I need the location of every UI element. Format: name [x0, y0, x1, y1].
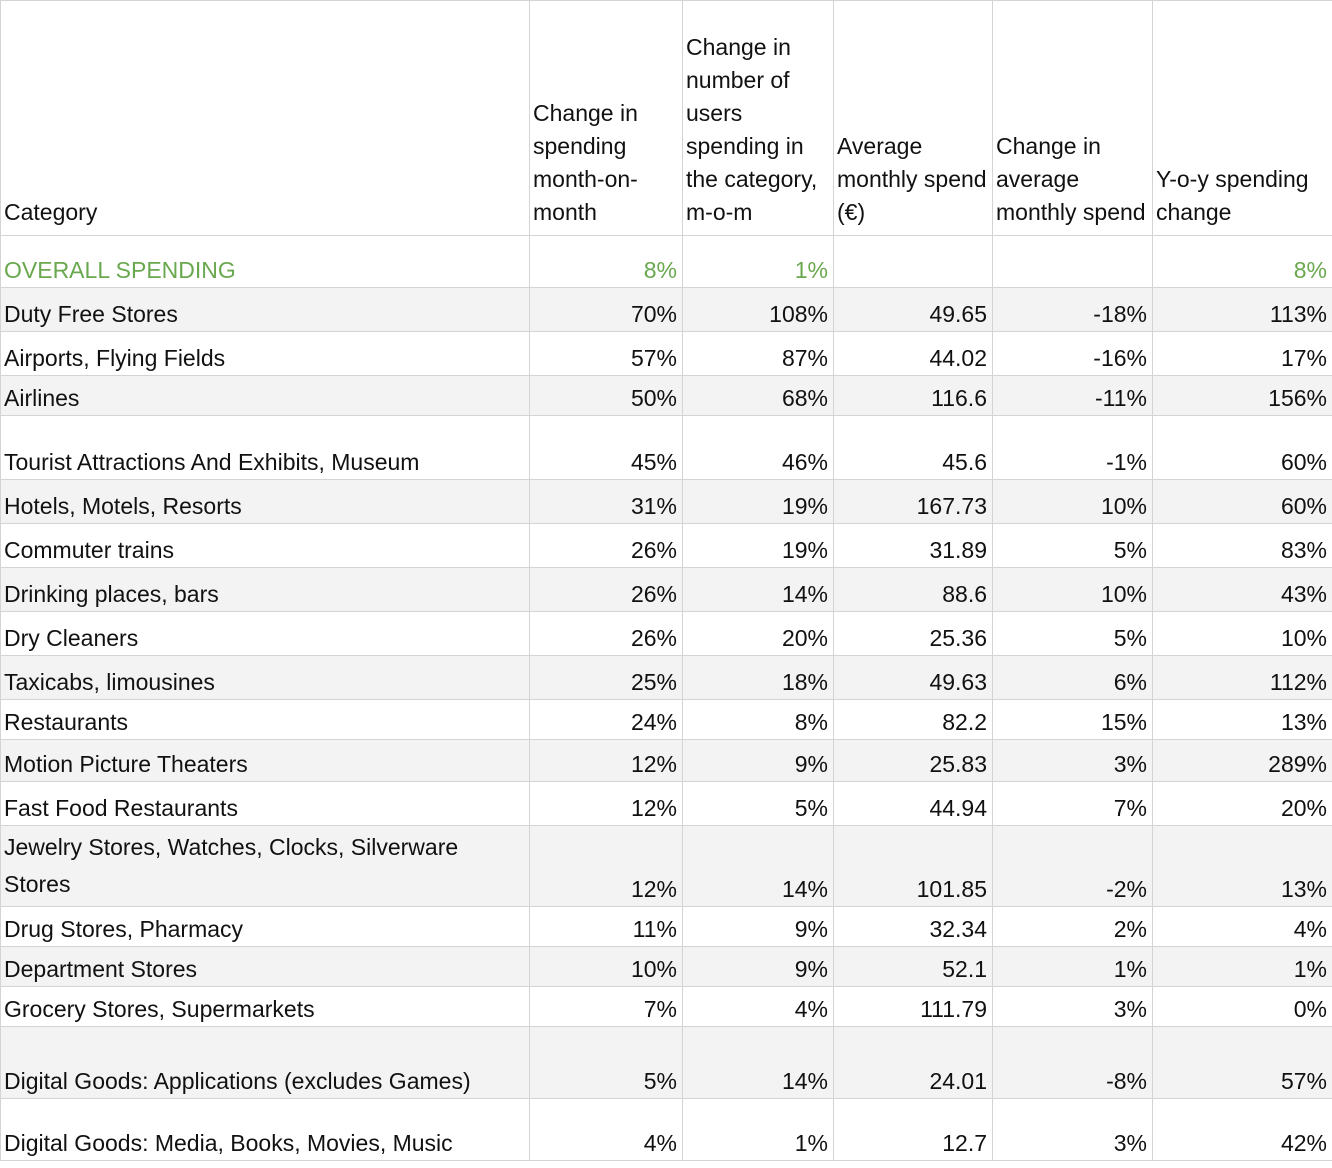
- cell-mom[interactable]: 11%: [530, 907, 683, 947]
- cell-users[interactable]: 18%: [683, 656, 834, 700]
- table-row: [1, 612, 1332, 656]
- table-row: [1, 332, 1332, 376]
- cell-category[interactable]: Airlines: [1, 376, 530, 416]
- cell-users[interactable]: 19%: [683, 480, 834, 524]
- cell-mom[interactable]: 12%: [530, 740, 683, 782]
- cell-mom[interactable]: 4%: [530, 1099, 683, 1161]
- cell-avg[interactable]: 52.1: [834, 947, 993, 987]
- cell-users[interactable]: 19%: [683, 524, 834, 568]
- cell-category[interactable]: Hotels, Motels, Resorts: [1, 480, 530, 524]
- cell-avg[interactable]: 111.79: [834, 987, 993, 1027]
- table-row: [1, 782, 1332, 826]
- cell-avg-change[interactable]: 1%: [993, 947, 1153, 987]
- cell-users[interactable]: 46%: [683, 416, 834, 480]
- cell-avg[interactable]: 44.02: [834, 332, 993, 376]
- cell-mom[interactable]: 31%: [530, 480, 683, 524]
- cell-yoy[interactable]: 10%: [1153, 612, 1332, 656]
- cell-avg[interactable]: 88.6: [834, 568, 993, 612]
- cell-avg[interactable]: 25.36: [834, 612, 993, 656]
- cell-users[interactable]: 1%: [683, 236, 834, 288]
- cell-yoy[interactable]: 4%: [1153, 907, 1332, 947]
- table-row: [1, 947, 1332, 987]
- cell-category[interactable]: Commuter trains: [1, 524, 530, 568]
- cell-avg-change[interactable]: 5%: [993, 524, 1153, 568]
- cell-yoy[interactable]: 60%: [1153, 480, 1332, 524]
- table-row: [1, 700, 1332, 740]
- header-avg-spend[interactable]: Average monthly spend (€): [834, 1, 993, 236]
- cell-mom[interactable]: 8%: [530, 236, 683, 288]
- table-row: [1, 288, 1332, 332]
- cell-mom[interactable]: 24%: [530, 700, 683, 740]
- cell-users[interactable]: 14%: [683, 1027, 834, 1099]
- cell-avg-change[interactable]: 10%: [993, 568, 1153, 612]
- cell-avg[interactable]: 44.94: [834, 782, 993, 826]
- cell-yoy[interactable]: 13%: [1153, 700, 1332, 740]
- table-row: [1, 1027, 1332, 1099]
- cell-users[interactable]: 4%: [683, 987, 834, 1027]
- cell-yoy[interactable]: 0%: [1153, 987, 1332, 1027]
- cell-yoy[interactable]: 289%: [1153, 740, 1332, 782]
- cell-category[interactable]: Digital Goods: Applications (excludes Games): [1, 1027, 530, 1099]
- cell-users[interactable]: 87%: [683, 332, 834, 376]
- cell-yoy[interactable]: 83%: [1153, 524, 1332, 568]
- cell-users[interactable]: 68%: [683, 376, 834, 416]
- cell-category[interactable]: Dry Cleaners: [1, 612, 530, 656]
- cell-avg-change[interactable]: 15%: [993, 700, 1153, 740]
- cell-avg[interactable]: 49.63: [834, 656, 993, 700]
- cell-users[interactable]: 1%: [683, 1099, 834, 1161]
- cell-avg[interactable]: 101.85: [834, 826, 993, 907]
- cell-yoy[interactable]: 60%: [1153, 416, 1332, 480]
- cell-avg[interactable]: 31.89: [834, 524, 993, 568]
- cell-avg-change[interactable]: -1%: [993, 416, 1153, 480]
- table-row-overall: [1, 236, 1332, 288]
- cell-category[interactable]: Grocery Stores, Supermarkets: [1, 987, 530, 1027]
- cell-category[interactable]: Motion Picture Theaters: [1, 740, 530, 782]
- cell-mom[interactable]: 25%: [530, 656, 683, 700]
- cell-avg-change[interactable]: -2%: [993, 826, 1153, 907]
- cell-users[interactable]: 5%: [683, 782, 834, 826]
- cell-mom[interactable]: 26%: [530, 612, 683, 656]
- cell-users[interactable]: 8%: [683, 700, 834, 740]
- cell-avg[interactable]: 82.2: [834, 700, 993, 740]
- cell-avg[interactable]: 25.83: [834, 740, 993, 782]
- cell-yoy[interactable]: 156%: [1153, 376, 1332, 416]
- cell-yoy[interactable]: 1%: [1153, 947, 1332, 987]
- cell-avg[interactable]: 12.7: [834, 1099, 993, 1161]
- cell-avg-change[interactable]: 3%: [993, 1099, 1153, 1161]
- table-row: [1, 907, 1332, 947]
- cell-mom[interactable]: 5%: [530, 1027, 683, 1099]
- table-row: [1, 656, 1332, 700]
- cell-mom[interactable]: 26%: [530, 568, 683, 612]
- cell-category[interactable]: Taxicabs, limousines: [1, 656, 530, 700]
- header-yoy-change[interactable]: Y-o-y spending change: [1153, 1, 1332, 236]
- table-row: [1, 740, 1332, 782]
- cell-avg-change[interactable]: -16%: [993, 332, 1153, 376]
- table-row: [1, 568, 1332, 612]
- cell-avg-change[interactable]: 5%: [993, 612, 1153, 656]
- cell-avg-change[interactable]: 7%: [993, 782, 1153, 826]
- cell-yoy[interactable]: 13%: [1153, 826, 1332, 907]
- header-row: [1, 1, 1332, 236]
- cell-yoy[interactable]: 57%: [1153, 1027, 1332, 1099]
- cell-users[interactable]: 20%: [683, 612, 834, 656]
- table-row: [1, 376, 1332, 416]
- table-row: [1, 416, 1332, 480]
- table-row: [1, 987, 1332, 1027]
- table-row: [1, 826, 1332, 907]
- cell-category[interactable]: Jewelry Stores, Watches, Clocks, Silverware Stores: [1, 826, 530, 907]
- cell-category[interactable]: Digital Goods: Media, Books, Movies, Music: [1, 1099, 530, 1161]
- cell-avg[interactable]: 24.01: [834, 1027, 993, 1099]
- cell-mom[interactable]: 50%: [530, 376, 683, 416]
- cell-category[interactable]: Drug Stores, Pharmacy: [1, 907, 530, 947]
- table-row: [1, 480, 1332, 524]
- cell-category[interactable]: Drinking places, bars: [1, 568, 530, 612]
- table-row: [1, 1099, 1332, 1161]
- cell-category[interactable]: Restaurants: [1, 700, 530, 740]
- header-avg-spend-change[interactable]: Change in average monthly spend: [993, 1, 1153, 236]
- cell-avg[interactable]: 49.65: [834, 288, 993, 332]
- cell-mom[interactable]: 12%: [530, 826, 683, 907]
- cell-mom[interactable]: 70%: [530, 288, 683, 332]
- cell-yoy[interactable]: 43%: [1153, 568, 1332, 612]
- header-users-change[interactable]: Change in number of users spending in the category, m-o-m: [683, 1, 834, 236]
- cell-category[interactable]: Airports, Flying Fields: [1, 332, 530, 376]
- cell-avg[interactable]: [834, 236, 993, 288]
- cell-mom[interactable]: 12%: [530, 782, 683, 826]
- cell-avg-change[interactable]: 3%: [993, 987, 1153, 1027]
- cell-mom[interactable]: 26%: [530, 524, 683, 568]
- cell-yoy[interactable]: 42%: [1153, 1099, 1332, 1161]
- cell-avg-change[interactable]: 2%: [993, 907, 1153, 947]
- cell-avg-change[interactable]: -18%: [993, 288, 1153, 332]
- cell-mom[interactable]: 10%: [530, 947, 683, 987]
- cell-users[interactable]: 9%: [683, 947, 834, 987]
- table-row: [1, 524, 1332, 568]
- cell-yoy[interactable]: 112%: [1153, 656, 1332, 700]
- cell-avg[interactable]: 116.6: [834, 376, 993, 416]
- cell-users[interactable]: 108%: [683, 288, 834, 332]
- cell-mom[interactable]: 7%: [530, 987, 683, 1027]
- cell-category[interactable]: Fast Food Restaurants: [1, 782, 530, 826]
- cell-category[interactable]: Tourist Attractions And Exhibits, Museum: [1, 416, 530, 480]
- cell-avg-change[interactable]: 3%: [993, 740, 1153, 782]
- cell-users[interactable]: 14%: [683, 826, 834, 907]
- cell-users[interactable]: 14%: [683, 568, 834, 612]
- cell-yoy[interactable]: 8%: [1153, 236, 1332, 288]
- cell-avg-change[interactable]: 10%: [993, 480, 1153, 524]
- cell-users[interactable]: 9%: [683, 907, 834, 947]
- cell-category[interactable]: Duty Free Stores: [1, 288, 530, 332]
- cell-avg-change[interactable]: [993, 236, 1153, 288]
- cell-category[interactable]: OVERALL SPENDING: [1, 236, 530, 288]
- cell-category[interactable]: Department Stores: [1, 947, 530, 987]
- cell-avg-change[interactable]: -11%: [993, 376, 1153, 416]
- cell-yoy[interactable]: 17%: [1153, 332, 1332, 376]
- cell-mom[interactable]: 45%: [530, 416, 683, 480]
- cell-avg[interactable]: 32.34: [834, 907, 993, 947]
- cell-avg[interactable]: 45.6: [834, 416, 993, 480]
- cell-avg-change[interactable]: -8%: [993, 1027, 1153, 1099]
- cell-users[interactable]: 9%: [683, 740, 834, 782]
- cell-avg-change[interactable]: 6%: [993, 656, 1153, 700]
- cell-avg[interactable]: 167.73: [834, 480, 993, 524]
- cell-mom[interactable]: 57%: [530, 332, 683, 376]
- header-category[interactable]: Category: [1, 1, 530, 236]
- cell-yoy[interactable]: 20%: [1153, 782, 1332, 826]
- cell-yoy[interactable]: 113%: [1153, 288, 1332, 332]
- header-mom-change[interactable]: Change in spending month-on-month: [530, 1, 683, 236]
